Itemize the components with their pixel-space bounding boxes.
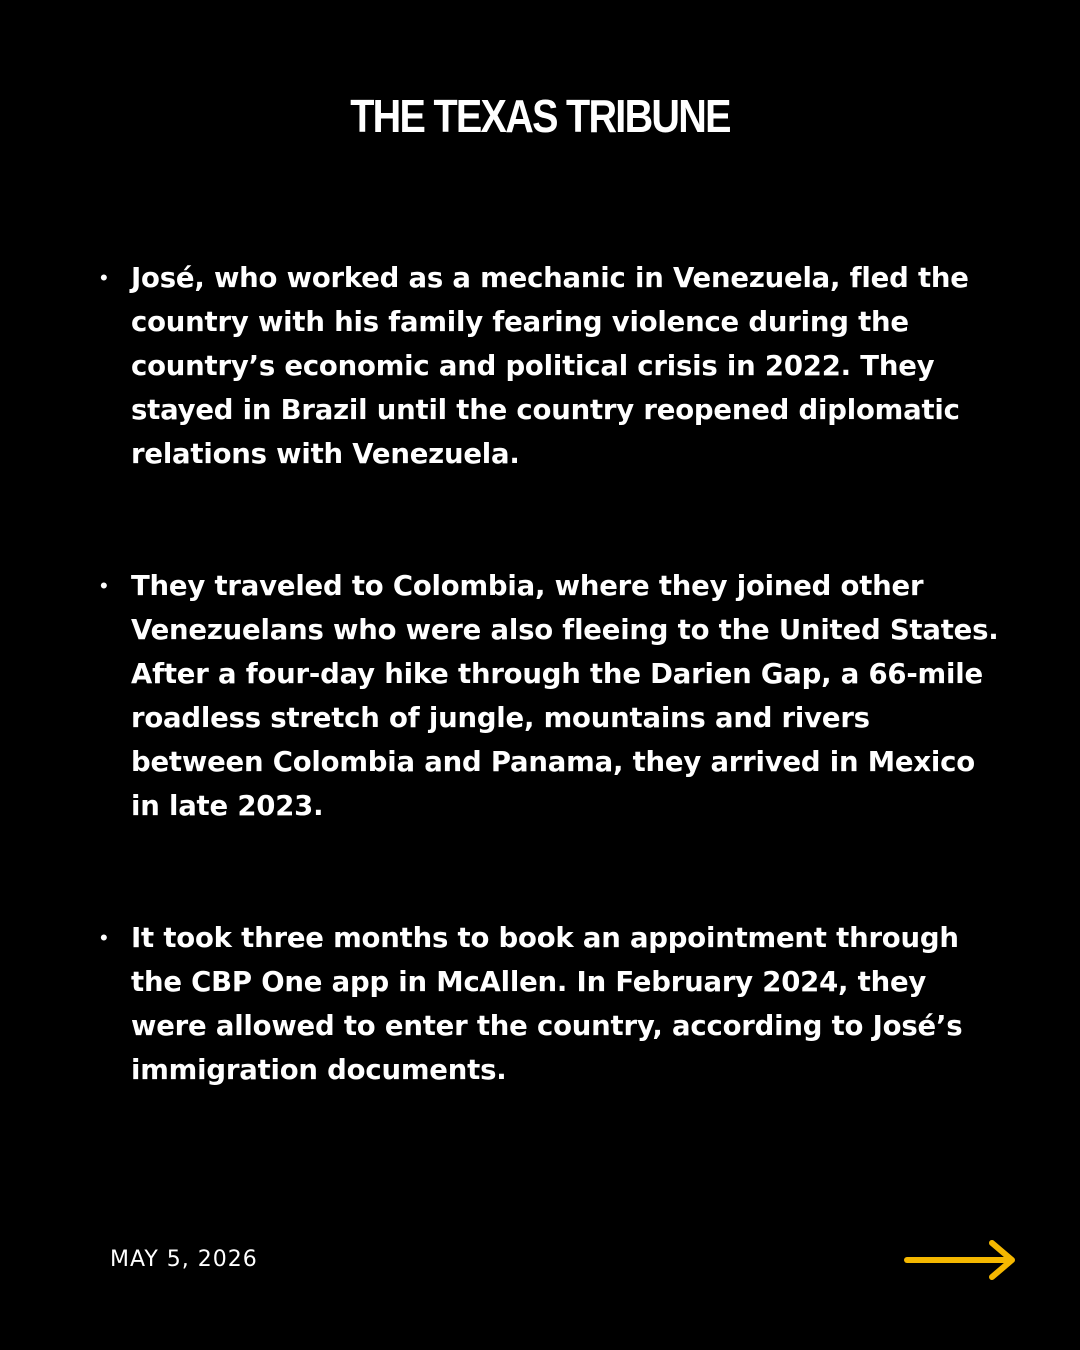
bullet-text: They traveled to Colombia, where they joined other Venezuelans who were also fleeing to the United States. After a four-day hike through the Darien Gap, a 66-mile roadless stretch of jungle, mountains and rivers between Colombia and Panama, they arrived in Mexico in late 2023. — [131, 570, 999, 822]
bullet-marker: • — [100, 265, 108, 290]
list-item — [100, 256, 1000, 476]
list-item — [100, 916, 1000, 1092]
list-item — [100, 564, 1000, 828]
bullet-text: José, who worked as a mechanic in Venezuela, fled the country with his family fearing violence during the country’s economic and political crisis in 2022. They stayed in Brazil until the country reopened diplomatic relations with Venezuela. — [131, 262, 969, 470]
bullet-marker: • — [100, 925, 108, 950]
next-button[interactable] — [904, 1238, 1018, 1282]
publish-date: MAY 5, 2026 — [110, 1247, 258, 1272]
arrow-right-icon — [904, 1238, 1018, 1282]
brand-logo: THE TEXAS TRIBUNE — [350, 90, 730, 142]
bullet-marker: • — [100, 573, 108, 598]
bullet-text: It took three months to book an appointment through the CBP One app in McAllen. In February 2024, they were allowed to enter the country, according to José’s immigration documents. — [131, 922, 963, 1086]
